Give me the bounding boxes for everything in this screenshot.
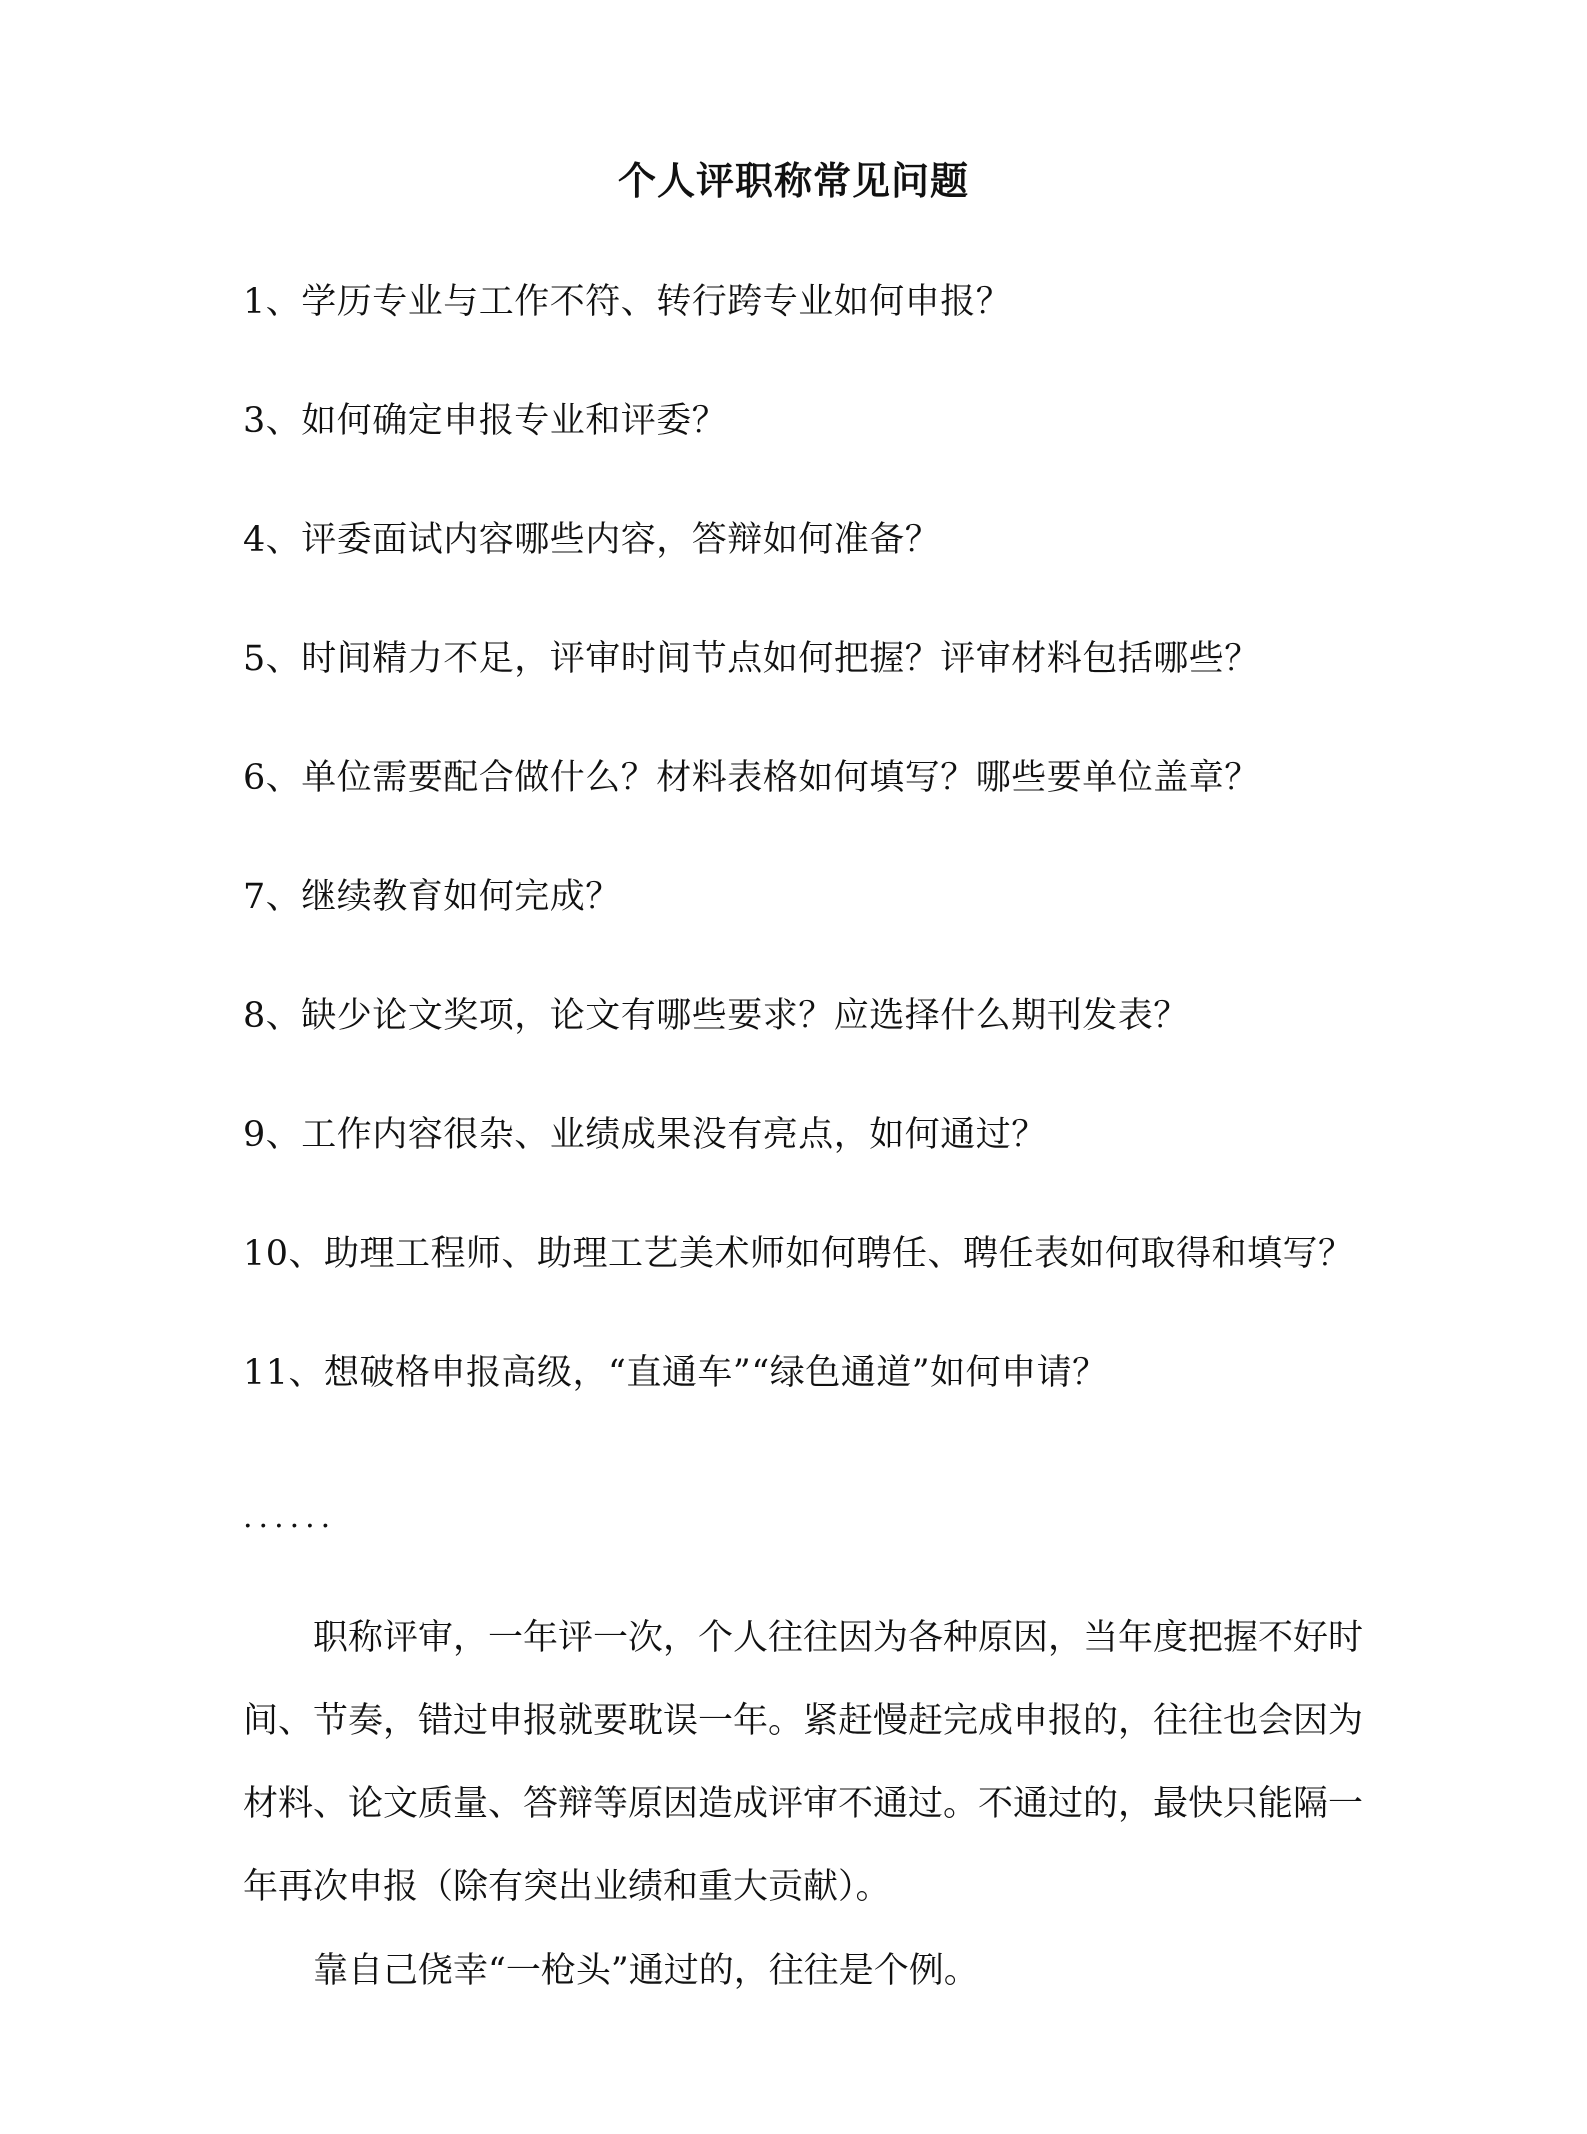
question-item: 4、评委面试内容哪些内容，答辩如何准备？ xyxy=(243,520,941,560)
question-item: 8、缺少论文奖项，论文有哪些要求？应选择什么期刊发表？ xyxy=(243,996,1189,1036)
question-item: 5、时间精力不足，评审时间节点如何把握？评审材料包括哪些？ xyxy=(243,639,1260,679)
question-item: 3、如何确定申报专业和评委？ xyxy=(243,401,728,441)
body-paragraph: 靠自己侥幸“一枪头”通过的，往往是个例。 xyxy=(313,1951,979,1991)
question-item: 6、单位需要配合做什么？材料表格如何填写？哪些要单位盖章？ xyxy=(243,758,1260,798)
question-item: 10、助理工程师、助理工艺美术师如何聘任、聘任表如何取得和填写？ xyxy=(243,1234,1354,1274)
document-title: 个人评职称常见问题 xyxy=(617,158,969,203)
question-item: 1、学历专业与工作不符、转行跨专业如何申报？ xyxy=(243,282,1012,322)
ellipsis: ...... xyxy=(243,1500,337,1535)
question-item: 7、继续教育如何完成？ xyxy=(243,877,621,917)
question-list xyxy=(243,272,1373,1462)
body-paragraph: 职称评审，一年评一次，个人往往因为各种原因，当年度把握不好时间、节奏，错过申报就要耽误一年。紧赶慢赶完成申报的，往往也会因为材料、论文质量、答辩等原因造成评审不通过。不通过的，最快只能隔一年再次申报（除有突出业绩和重大贡献）。 xyxy=(243,1618,1364,1907)
question-item: 11、想破格申报高级，“直通车”“绿色通道”如何申请？ xyxy=(243,1353,1108,1393)
question-item: 9、工作内容很杂、业绩成果没有亮点，如何通过？ xyxy=(243,1115,1047,1155)
